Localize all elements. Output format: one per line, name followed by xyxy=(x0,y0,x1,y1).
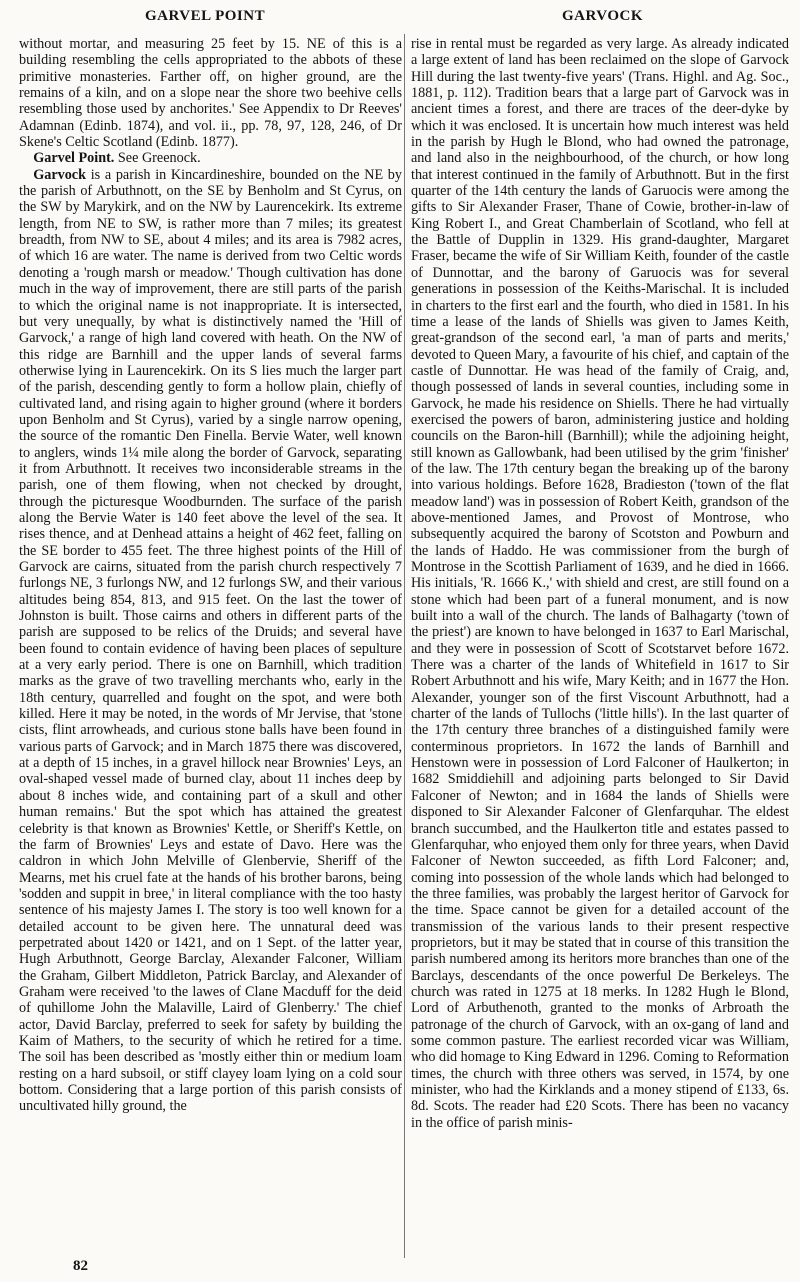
left-column xyxy=(19,36,402,1115)
paragraph-garvel-point-cont: without mortar, and measuring 25 feet by 15. NE of this is a building resembling the cells appropriated to the abbots of these primitive monasteries. Farther off, on higher ground, are the remains of a kiln, and on a slope near the shore two beehive cells resembling those used by anchorites.' See Appendix to Dr Reeves' Adamnan (Edinb. 1874), and vol. ii., pp. 78, 97, 128, 246, of Dr Skene's Celtic Scotland (Edinb. 1877). xyxy=(19,36,402,151)
running-header-left: GARVEL POINT xyxy=(145,8,266,24)
running-header-right: GARVOCK xyxy=(562,8,644,24)
page-number: 82 xyxy=(73,1258,88,1274)
entry-heading: Garvock xyxy=(33,166,86,183)
entry-heading: Garvel Point. xyxy=(33,150,115,167)
entry-text: is a parish in Kincardineshire, bounded on the NE by the parish of Arbuthnott, on the SE by Benholm and St Cyrus, on the SW by Marykirk, and on the NW by Laurencekirk. Its extreme length, from NE to SW, is rather more than 7 miles; its greatest breadth, from NW to SE, about 4 miles; and its area is 7982 acres, of which 16 are water. The name is derived from two Celtic words denoting a 'rough marsh or meadow.' Though cultivation has done much in the way of improvement, there are still parts of the parish to which the original name is not inappropriate. It is intersected, but very unequally, by what is distinctively named the 'Hill of Garvock,' a range of high land covered with heath. On the NW of this ridge are Barnhill and the upper lands of several farms otherwise lying in Laurencekirk. On its S lies much the larger part of the parish, descending gently to form a hollow plain, chiefly of cultivated land, and rising again to higher ground (where it borders upon Benholm and St Cyrus), varied by a single narrow opening, the source of the romantic Den Finella. Bervie Water, well known to anglers, winds 1¼ mile along the border of Garvock, separating it from Arbuthnott. It receives two inconsiderable streams in the parish, one of them flowing, when not checked by drought, through the picturesque Woodburnden. The surface of the parish along the Bervie Water is 140 feet above the level of the sea. It rises thence, and at Denhead attains a height of 462 feet, falling on the SE border to 455 feet. The three highest points of the Hill of Garvock are cairns, situated from the parish church respectively 7 furlongs NE, 3 furlongs NW, and 12 furlongs SW, and their various altitudes being 854, 813, and 915 feet. On the last the tower of Johnston is built. Those cairns and others in different parts of the parish are supposed to be relics of the Druids; and several have been found to contain evidence of having been places of sepulture at a very early period. There is one on Barnhill, which tradition marks as the grave of two travelling merchants who, early in the 18th century, quarrelled and fought on the spot, and were both killed. Here it may be noted, in the words of Mr Jervise, that 'stone cists, flint arrowheads, and curious stone balls have been found in various parts of Garvock; and in March 1875 there was discovered, at a depth of 15 inches, in a gravel hillock near Brownies' Leys, an oval-shaped vessel made of burned clay, about 11 inches deep by about 8 inches wide, and containing part of a skull and other human remains.' But the spot which has attained the greatest celebrity is that known as Brownies' Kettle, or Sheriff's Kettle, on the farm of Brownies' Leys and estate of Davo. Here was the caldron in which John Melville of Glenbervie, Sheriff of the Mearns, met his cruel fate at the hands of his brother barons, being 'sodden and suppit in bree,' in literal compliance with the too hasty sentence of his majesty James I. The story is too well known for a detailed account to be given here. The unnatural deed was perpetrated about 1420 or 1421, and on 1 Sept. of the latter year, Hugh Arbuthnott, George Barclay, Alexander Falconer, William the Graham, Gilbert Middleton, Patrick Barclay, and Alexander of Graham were received 'to the lawes of Clane Macduff for the deid of quhillome John the Malaville, Laird of Glenberry.' The chief actor, David Barclay, preferred to seek for safety by building the Kaim of Mathers, to the security of which he retired for a time. The soil has been described as 'mostly either thin or medium loam resting on a hard subsoil, or stiff clayey loam lying on a cold sour bottom. Considering that a large portion of this parish consists of uncultivated hilly ground, the xyxy=(19,166,402,1115)
entry-garvel-point xyxy=(19,150,402,166)
entry-garvock xyxy=(19,167,402,1115)
column-divider xyxy=(404,34,405,1258)
entry-text: See Greenock. xyxy=(114,150,201,167)
right-column xyxy=(411,36,789,1131)
paragraph-garvock-cont: rise in rental must be regarded as very large. As already indicated a large extent of land has been reclaimed on the slope of Garvock Hill during the last twenty-five years' (Trans. Highl. and Ag. Soc., 1881, p. 112). Tradition bears that a large part of Garvock was in ancient times a forest, and there are traces of the deer-dyke by which it was enclosed. It is uncertain how much interest was held in the parish by Hugh le Blond, who had owned the patronage, and land also in the neighbourhood, of the church, or how long that interest continued in the family of Arbuthnott. But in the first quarter of the 14th century the lands of Garuocis were among the gifts to Sir Alexander Fraser, Thane of Cowie, brother-in-law of King Robert I., and Great Chamberlain of Scotland, who fell at the Battle of Dupplin in 1329. His grand-daughter, Margaret Fraser, became the wife of Sir William Keith, founder of the castle of Dunnottar, and the barony of Garuocis was for several generations in possession of the Keiths-Marischal. It is included in charters to the first earl and the fourth, who died in 1581. In his time a lease of the lands of Shiells was given to James Keith, great-grandson of the second earl, 'a man of parts and merits,' devoted to Queen Mary, a favourite of his chief, and captain of the castle of Dunnottar. He was head of the family of Craig, and, though possessed of lands in several counties, including some in Garvock, he made his residence on Shiells. There he had virtually exercised the powers of baron, administering justice and holding councils on the Baron-hill (Barnhill); while the adjoining height, still known as Gallowbank, had been utilised by the grim 'finisher' of the law. The 17th century began the breaking up of the barony into various holdings. Before 1628, Bradieston ('town of the flat meadow land') was in possession of Robert Keith, grandson of the above-mentioned James, and Provost of Montrose, who subsequently acquired the barony of Scotston and Powburn and the lands of Haddo. He was commissioner from the burgh of Montrose in the Scottish Parliament of 1639, and he died in 1666. His initials, 'R. 1666 K.,' with shield and crest, are still found on a stone which had been part of a funeral monument, and is now built into a wall of the church. The lands of Balhagarty ('town of the priest') are known to have belonged in 1637 to Earl Marischal, and they were in possession of Scott of Scotstarvet before 1672. There was a charter of the lands of Whitefield in 1617 to Sir Robert Arbuthnott and his wife, Mary Keith; and in 1677 the Hon. Alexander, younger son of the first Viscount Arbuthnott, had a charter of the lands of Tullochs ('little hills'). In the last quarter of the 17th century three branches of a distinguished family were conterminous proprietors. In 1672 the lands of Barnhill and Henstown were in possession of Lord Falconer of Haulkerton; in 1682 Smiddiehill and adjoining parts belonged to Sir David Falconer of Newton; and in 1684 the lands of Shiells were disponed to Sir Alexander Falconer of Glenfarquhar. The eldest branch succumbed, and the Haulkerton title and estates passed to Glenfarquhar, who enjoyed them only for three years, when David Falconer of Newton succeeded, as fifth Lord Falconer; and, coming into possession of the whole lands which had belonged to the three families, was probably the largest heritor of Garvock for the time. Space cannot be given for a detailed account of the transmission of the various lands to their present respective proprietors, but it may be stated that in course of this transition the parish numbered among its heritors more branches than one of the Barclays, descendants of the once powerful De Berkeleys. The church was rated in 1275 at 18 merks. In 1282 Hugh le Blond, Lord of Arbuthenoth, granted to the monks of Arbroath the patronage of the church of Garvock, with an ox-gang of land and some common pasture. The earliest recorded vicar was William, who did homage to King Edward in 1296. Coming to Reformation times, the church with three others was served, in 1574, by one minister, who had the Kirklands and a money stipend of £133, 6s. 8d. Scots. The reader had £20 Scots. There has been no vacancy in the office of parish minis- xyxy=(411,36,789,1131)
